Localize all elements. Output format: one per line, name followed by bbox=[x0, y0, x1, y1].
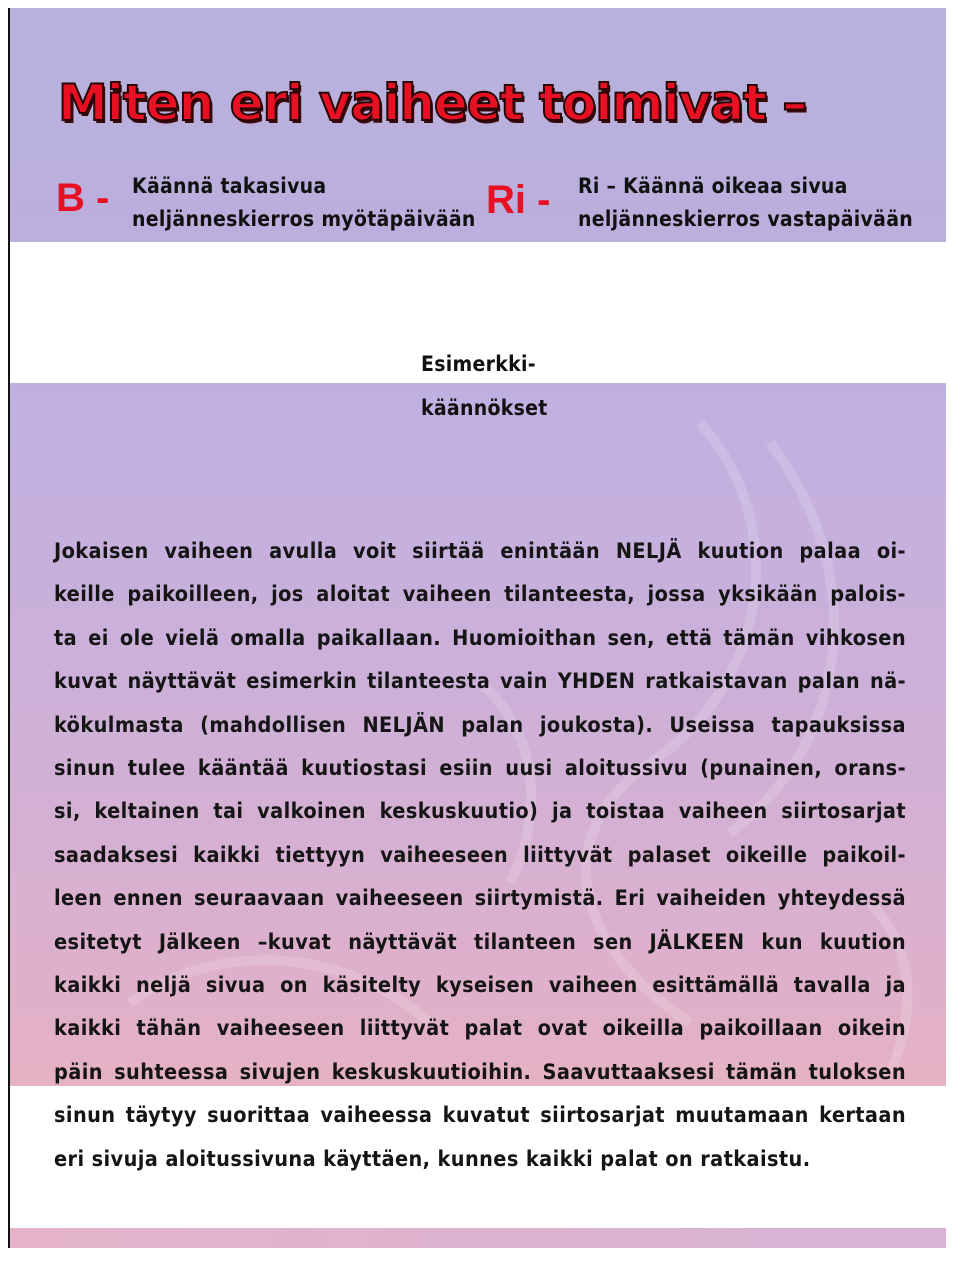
body-line: saadaksesi kaikki tiettyyn vaiheeseen liittyvät palaset oikeille paikoil- bbox=[54, 842, 906, 868]
body-paragraph bbox=[54, 530, 906, 1181]
move-description-line: Käännä takasivua bbox=[132, 174, 327, 198]
body-line: esitetyt Jälkeen –kuvat näyttävät tilanteen sen JÄLKEEN kun kuution bbox=[54, 929, 906, 955]
page-title: Miten eri vaiheet toimivat – bbox=[58, 74, 807, 132]
move-description-b bbox=[132, 170, 476, 236]
move-description-line: neljänneskierros vastapäivään bbox=[578, 207, 914, 231]
body-line: kaikki neljä sivua on käsitelty kyseisen vaiheen esittämällä tavalla ja bbox=[54, 973, 906, 999]
footer-band bbox=[10, 1228, 946, 1248]
body-line: sinun täytyy suorittaa vaiheessa kuvatut siirtosarjat muutamaan kertaan bbox=[54, 1103, 906, 1129]
move-code-b: B - bbox=[56, 176, 110, 220]
move-code-ri: Ri - bbox=[486, 178, 551, 222]
body-line: kökulmasta (mahdollisen NELJÄN palan joukosta). Useissa tapauksissa bbox=[54, 712, 906, 738]
body-line: sinun tulee kääntää kuutiostasi esiin uusi aloitussivu (punainen, orans- bbox=[54, 756, 906, 782]
body-line: keille paikoilleen, jos aloitat vaiheen tilanteesta, jossa yksikään palois- bbox=[54, 582, 906, 608]
example-moves-label bbox=[421, 342, 548, 430]
move-description-ri bbox=[578, 170, 913, 236]
example-label-line: Esimerkki- bbox=[421, 352, 536, 376]
body-line: kaikki tähän vaiheeseen liittyvät palat ovat oikeilla paikoillaan oikein bbox=[54, 1016, 906, 1042]
body-line: eri sivuja aloitussivuna käyttäen, kunnes kaikki palat on ratkaistu. bbox=[54, 1146, 811, 1172]
body-line: päin suhteessa sivujen keskuskuutioihin. Saavuttaaksesi tämän tuloksen bbox=[54, 1059, 906, 1085]
example-label-line: käännökset bbox=[421, 396, 548, 420]
body-line: leen ennen seuraavaan vaiheeseen siirtymistä. Eri vaiheiden yhteydessä bbox=[54, 886, 906, 912]
body-line: kuvat näyttävät esimerkin tilanteesta vain YHDEN ratkaistavan palan nä- bbox=[54, 669, 906, 695]
body-line: si, keltainen tai valkoinen keskuskuutio) ja toistaa vaiheen siirtosarjat bbox=[54, 799, 906, 825]
move-description-line: Ri – Käännä oikeaa sivua bbox=[578, 174, 848, 198]
body-line: Jokaisen vaiheen avulla voit siirtää enintään NELJÄ kuution palaa oi- bbox=[54, 539, 906, 564]
body-line: ta ei ole vielä omalla paikallaan. Huomioithan sen, että tämän vihkosen bbox=[54, 625, 906, 651]
move-description-line: neljänneskierros myötäpäivään bbox=[132, 207, 476, 231]
